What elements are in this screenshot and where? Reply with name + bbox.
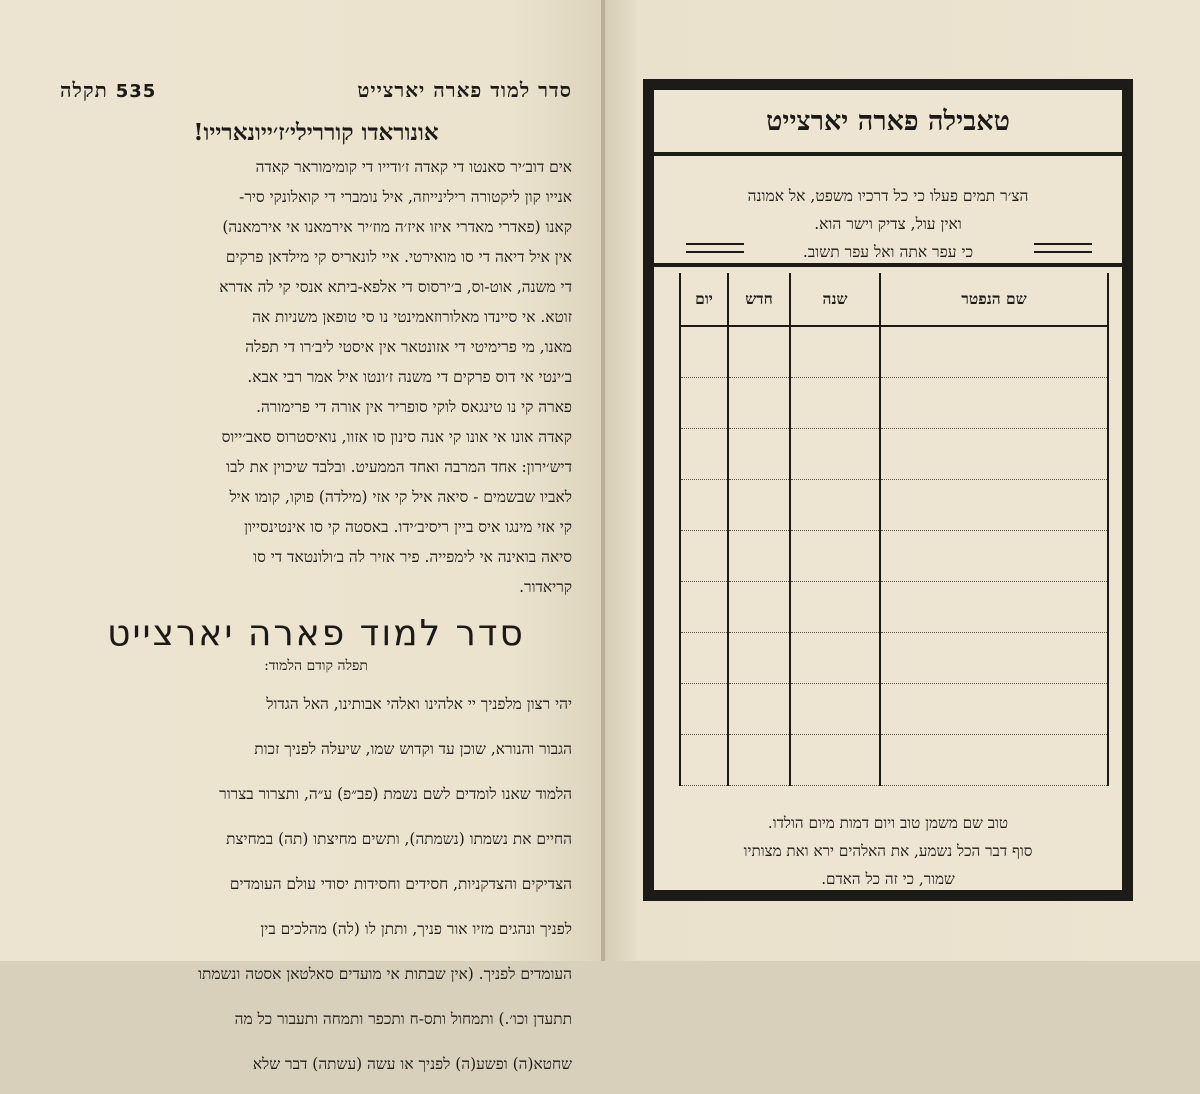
yahrzeit-table-frame (643, 79, 1133, 901)
text-line: קי אזי מינגו איס ביין ריסיב׳ידו. באסטה קי סו אינטינסייון (244, 518, 572, 536)
section-heading: אונוראדו קוררילי׳ז׳ייונארייו! (193, 119, 439, 146)
cell-month[interactable] (728, 378, 790, 429)
text-line: ב׳ינטי אי דוס פרקים די משנה ז׳ונטו איל אמר רבי אבא. (247, 368, 572, 386)
cell-name[interactable] (880, 429, 1108, 480)
cell-month[interactable] (728, 326, 790, 378)
header-day: יום (680, 273, 728, 326)
page-number: 535 (115, 81, 157, 102)
table-row (680, 633, 1108, 684)
text-line: אנייו קון ליקטורה רילינייוזה, איל נומברי די קואלונקי סיר- (239, 188, 572, 206)
cell-year[interactable] (790, 480, 880, 531)
text-line: פארה קי נו טינגאס לוקי סופריר אין אורה די פרימורה. (256, 398, 572, 416)
memorial-table (679, 273, 1109, 786)
cell-name[interactable] (880, 378, 1108, 429)
cell-month[interactable] (728, 531, 790, 582)
text-line: לפניך ונהגים מזיו אור פניך, ותתן לו (לה) מהלכים בין (260, 919, 572, 938)
left-page (0, 0, 603, 1073)
title-divider (654, 152, 1122, 156)
verse-line: הצ׳ר תמים פעלו כי כל דרכיו משפט, אל אמונה (747, 187, 1029, 205)
header-year: שנה (790, 273, 880, 326)
cell-day[interactable] (680, 429, 728, 480)
cell-year[interactable] (790, 326, 880, 378)
table-top-divider (654, 263, 1122, 267)
text-line: יהי רצון מלפניך יי אלהינו ואלהי אבותינו, האל הגדול (266, 695, 572, 714)
cell-year[interactable] (790, 735, 880, 786)
cell-month[interactable] (728, 735, 790, 786)
verse-line: ואין עול, צדיק וישר הוא. (814, 215, 962, 233)
text-line: הצדיקים והצדקניות, חסידים וחסידות יסודי עולם העומדים (229, 874, 572, 893)
cell-day[interactable] (680, 378, 728, 429)
main-title: סדר למוד פארה יארצייט (107, 613, 525, 654)
hebrew-page-number: תקלה (60, 78, 108, 102)
cell-year[interactable] (790, 633, 880, 684)
cell-month[interactable] (728, 429, 790, 480)
closing-verses (672, 809, 1104, 893)
cell-name[interactable] (880, 326, 1108, 378)
cell-month[interactable] (728, 633, 790, 684)
cell-name[interactable] (880, 582, 1108, 633)
cell-day[interactable] (680, 582, 728, 633)
cell-day[interactable] (680, 633, 728, 684)
cell-day[interactable] (680, 735, 728, 786)
text-line: אים דוב׳יר סאנטו די קאדה ז׳ודייו די קומימוראר קאדה (255, 158, 572, 176)
verse-block (668, 182, 1108, 266)
running-head-numbers (60, 78, 156, 103)
table-row (680, 326, 1108, 378)
table-row (680, 378, 1108, 429)
decorative-rule-right (1034, 243, 1092, 253)
text-line: קאנו (פאדרי מאדרי איזו איז׳ה מוז׳יר אירמאנו אי אירמאנה) (222, 218, 572, 236)
closing-line: שמור, כי זה כל האדם. (821, 870, 955, 888)
cell-day[interactable] (680, 531, 728, 582)
table-row (680, 429, 1108, 480)
table-row (680, 582, 1108, 633)
prayer-paragraph (60, 690, 572, 1079)
cell-day[interactable] (680, 326, 728, 378)
table-row (680, 735, 1108, 786)
table-row (680, 531, 1108, 582)
cell-month[interactable] (728, 684, 790, 735)
closing-line: טוב שם משמן טוב ויום דמות מיום הולדו. (767, 814, 1009, 832)
closing-line: סוף דבר הכל נשמע, את האלהים ירא ואת מצותיו (743, 842, 1033, 860)
header-month: חדש (728, 273, 790, 326)
cell-month[interactable] (728, 480, 790, 531)
text-line: סיאה בואינה אי לימפייה. פיר אזיר לה ב׳ולונטאד די סו (253, 548, 572, 566)
text-line: די משנה, אוט-וס, ב׳ירסוס די אלפא-ביתא אנסי קי לה אדרא (219, 278, 572, 296)
text-line: החיים את נשמתו (נשמתה), ותשים מחיצתו (תה) במחיצת (226, 830, 572, 849)
text-line: קאדה אונו אי אונו קי אנה סינון סו אזוו, נואיסטרוס סאב׳ייוס (221, 428, 572, 446)
cell-month[interactable] (728, 582, 790, 633)
cell-name[interactable] (880, 633, 1108, 684)
cell-year[interactable] (790, 684, 880, 735)
text-line: שחטא(ה) ופשע(ה) לפניך או עשה (עשתה) דבר שלא (252, 1054, 572, 1073)
left-page-content (60, 78, 572, 1094)
cell-day[interactable] (680, 684, 728, 735)
cell-year[interactable] (790, 531, 880, 582)
text-line: מאנו, מי פרימיטי די אזונטאר אין איסטי ליב׳רו די תפלה (245, 338, 572, 356)
text-line: זוטא. אי סיינדו מאלורוזאמינטי נו סי טופאן משניות אה (252, 308, 572, 326)
table-row (680, 480, 1108, 531)
table-row (680, 684, 1108, 735)
right-page (605, 0, 1200, 961)
cell-year[interactable] (790, 582, 880, 633)
prayer-subtitle: תפלה קודם הלמוד: (264, 658, 368, 674)
decorative-rule-left (686, 243, 744, 253)
cell-name[interactable] (880, 480, 1108, 531)
intro-paragraph (60, 152, 572, 602)
cell-day[interactable] (680, 480, 728, 531)
cell-name[interactable] (880, 531, 1108, 582)
running-head-title: סדר למוד פארה יארצייט (357, 78, 572, 102)
running-head (60, 78, 572, 103)
text-line: העומדים לפניך. (אין שבתות אי מועדים סאלטאן אסטה ונשמתו (198, 964, 572, 983)
text-line: קריאדור. (519, 578, 572, 596)
text-line: אין איל דיאה די סו מואירטי. איי לונאריס קי מילדאן פרקים (225, 248, 572, 266)
cell-year[interactable] (790, 429, 880, 480)
table-body (680, 326, 1108, 786)
cell-year[interactable] (790, 378, 880, 429)
table-header-row (680, 273, 1108, 326)
text-line: תתעדן וכו׳.) ותמחול ותס-ח ותכפר ותמחה ותעבור כל מה (234, 1009, 572, 1028)
cell-name[interactable] (880, 735, 1108, 786)
cell-name[interactable] (880, 684, 1108, 735)
text-line: הלמוד שאנו לומדים לשם נשמת (פב״פ) ע״ה, ותצרור בצרור (219, 785, 572, 804)
text-line: לאביו שבשמים - סיאה איל קי אזי (מילדה) פוקו, קומו איל (229, 488, 572, 506)
verse-line: כי עפר אתה ואל עפר תשוב. (802, 243, 974, 261)
table-title: טאבילה פארה יארצייט (766, 106, 1010, 137)
text-line: דיש׳ירון: אחד המרבה ואחד הממעיט. ובלבד שיכוין את לבו (226, 458, 572, 476)
header-deceased-name: שם הנפטר (880, 273, 1108, 326)
text-line: הגבור והנורא, שוכן עד וקדוש שמו, שיעלה לפניך זכות (254, 740, 572, 759)
